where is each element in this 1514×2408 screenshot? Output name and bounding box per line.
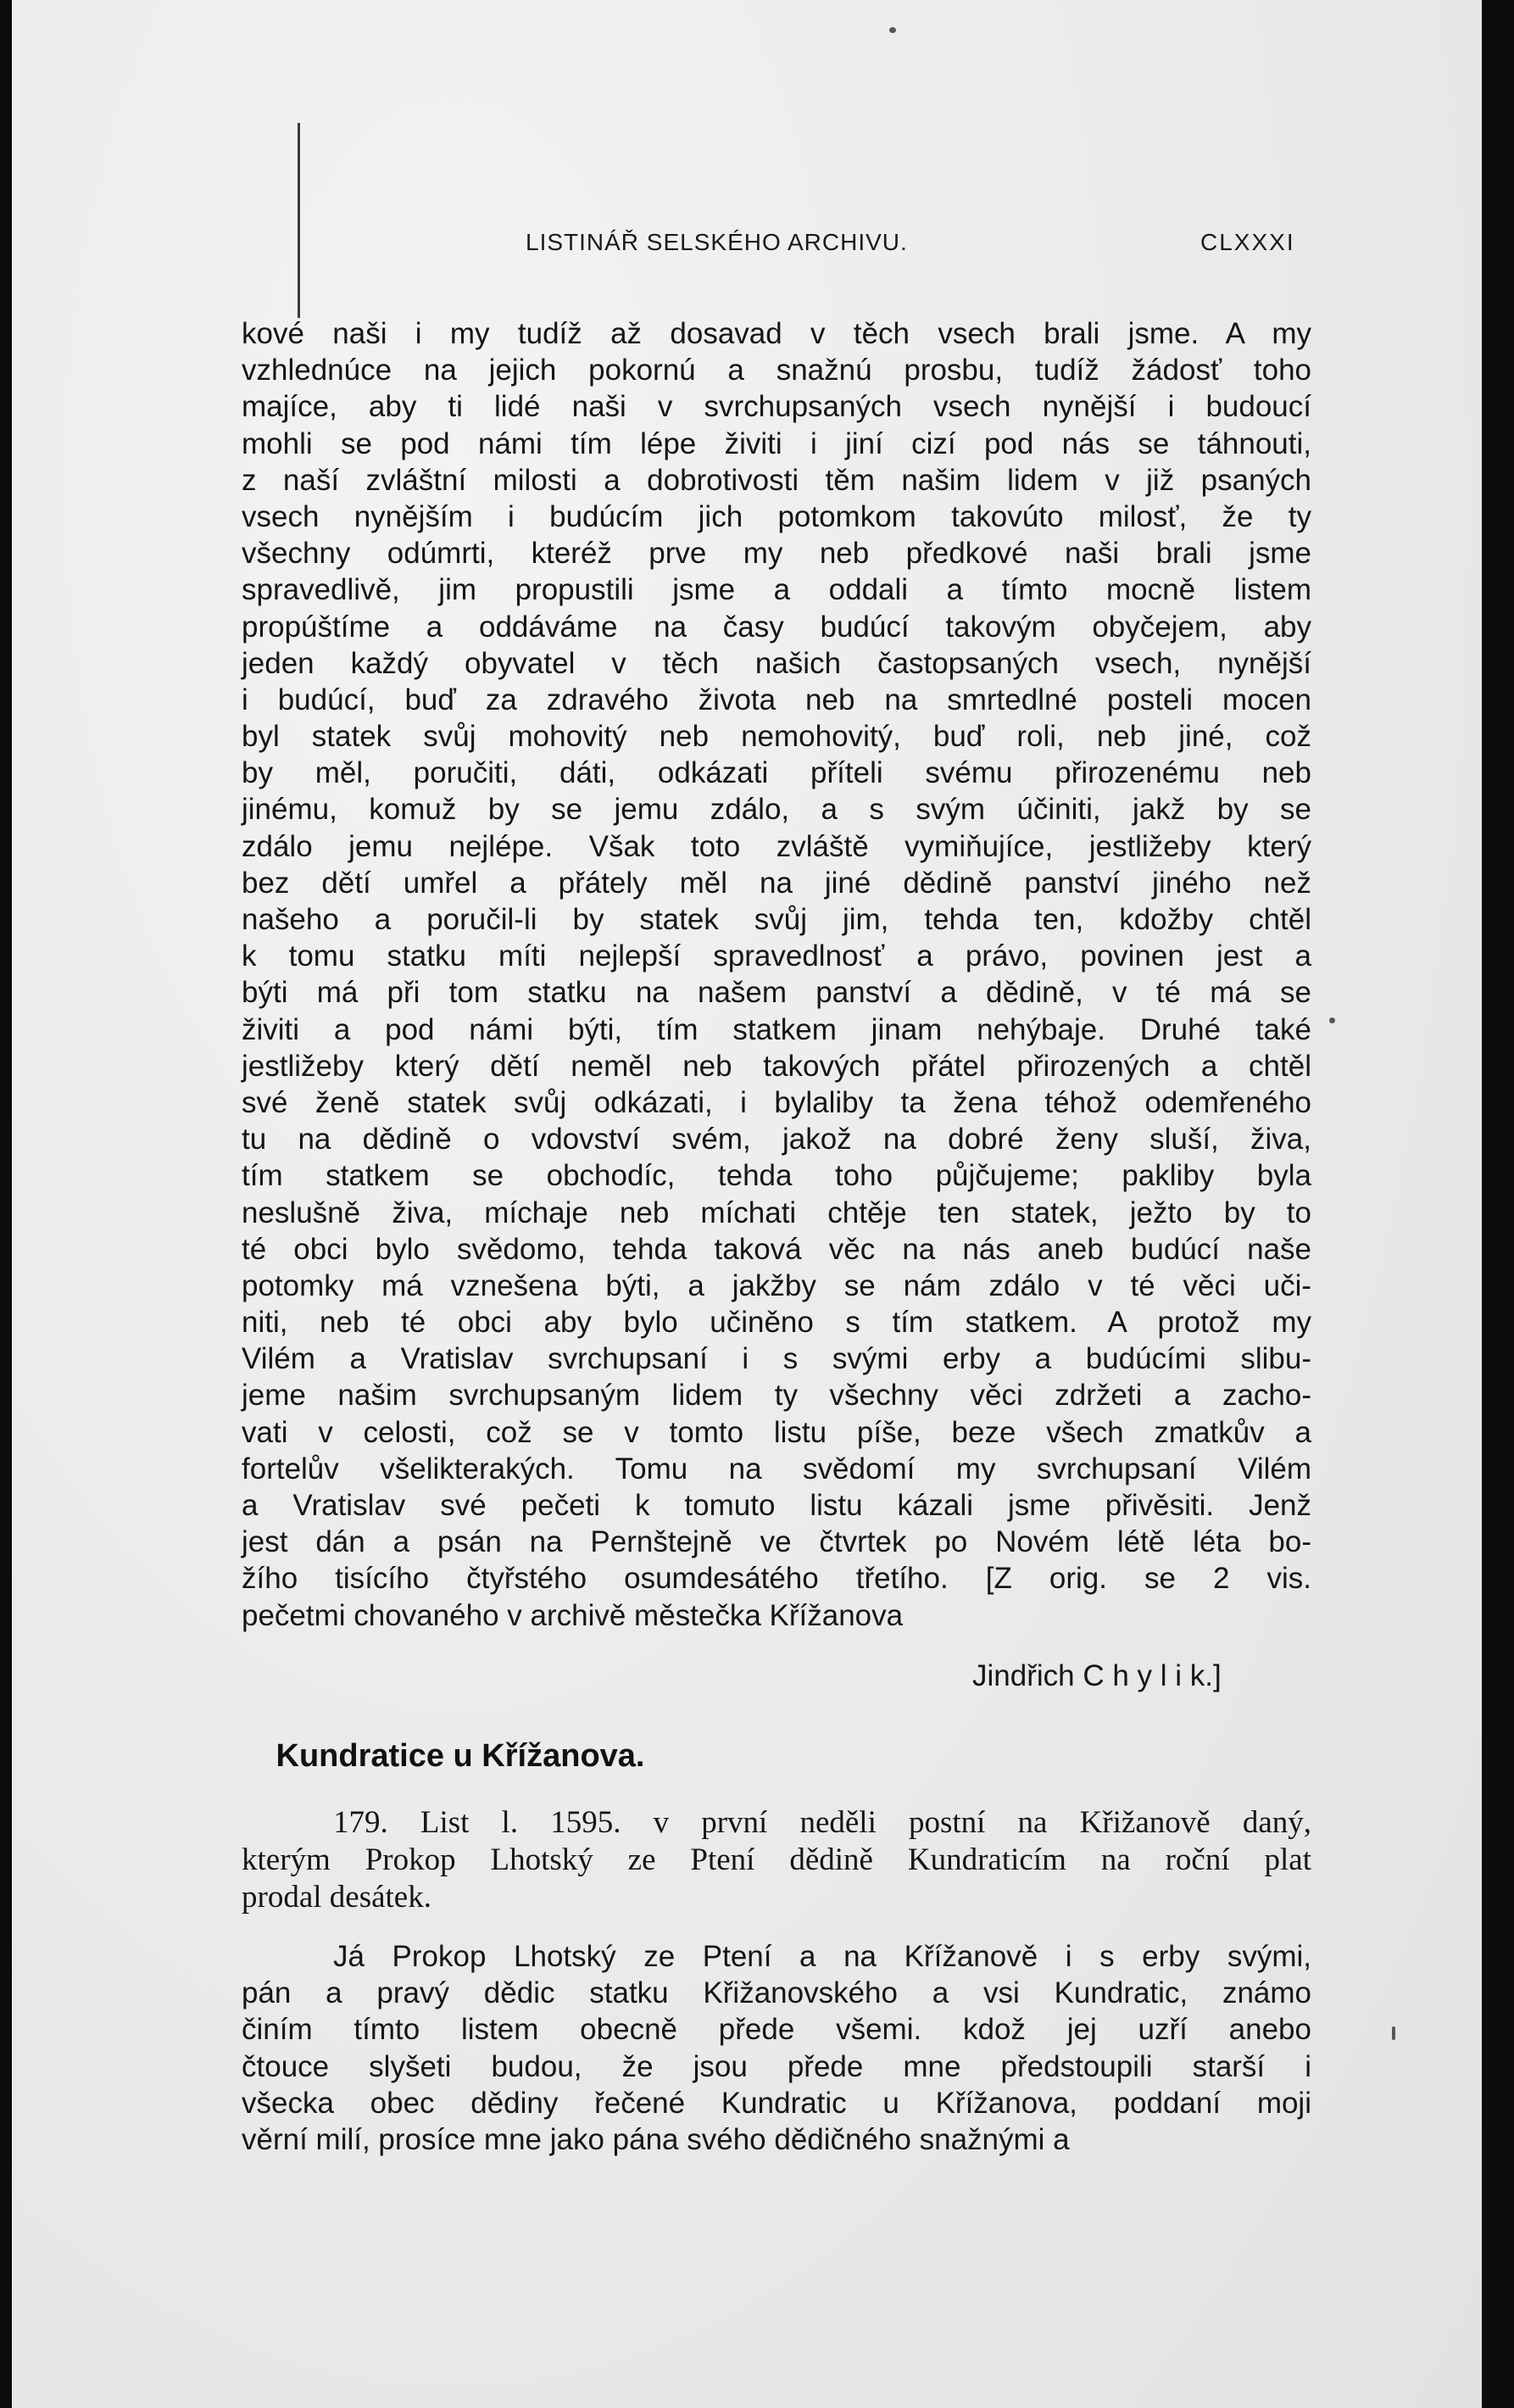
text-line: spravedlivě, jim propustili jsme a oddali a tímto mocně listem xyxy=(242,573,1311,607)
running-head: LISTINÁŘ SELSKÉHO ARCHIVU. xyxy=(526,229,908,255)
text-line: jinému, komuž by se jemu zdálo, a s svým účiniti, jakž by se xyxy=(242,793,1311,827)
text-line: a Vratislav své pečeti k tomuto listu kázali jsme přivěsiti. Jenž xyxy=(242,1489,1311,1522)
text-line: tu na dědině o vdovství svém, jakož na dobré ženy sluší, živa, xyxy=(242,1123,1311,1157)
text-line: potomky má vznešena býti, a jakžby se nám zdálo v té věci uči- xyxy=(242,1268,1311,1302)
text-line: vzhlednúce na jejich pokornú a snažnú prosbu, tudíž žádosť toho xyxy=(242,354,1311,387)
text-line: jest dán a psán na Pernštejně ve čtvrtek po Novém létě léta bo- xyxy=(242,1525,1311,1559)
text-line: jeme našim svrchupsaným lidem ty všechny věci zdržeti a zacho- xyxy=(242,1379,1311,1413)
text-line: živiti a pod námi býti, tím statkem jinam nehýbaje. Druhé také xyxy=(242,1012,1311,1046)
section-heading xyxy=(0,1738,1226,1775)
body-paragraph xyxy=(242,315,1311,1634)
document-regest xyxy=(242,1804,1311,1916)
text-line: z naší zvláštní milosti a dobrotivosti těm našim lidem v již psaných xyxy=(242,463,1311,497)
scan-speck xyxy=(889,27,896,33)
text-line: Vilém a Vratislav svrchupsaní i s svými erby a budúcími slibu- xyxy=(242,1342,1311,1376)
text-line: majíce, aby ti lidé naši v svrchupsaných vsech nynější i budoucí xyxy=(242,390,1311,424)
text-line: býti má při tom statku na našem panství a dědině, v té má se xyxy=(242,976,1311,1010)
text-line: zdálo jemu nejlépe. Však toto zvláště vymiňujíce, jestližeby který xyxy=(242,829,1311,863)
scan-speck xyxy=(1329,1017,1335,1023)
text-line: by měl, poručiti, dáti, odkázati příteli svému přirozenému neb xyxy=(242,756,1311,790)
text-line: jestližeby který dětí neměl neb takových přátel přirozených a chtěl xyxy=(242,1049,1311,1083)
document-text xyxy=(242,1938,1311,2158)
text-line: Já Prokop Lhotský ze Ptení a na Křížanově i s erby svými, xyxy=(333,1940,1311,1973)
text-line: prodal desátek. xyxy=(242,1880,431,1915)
text-line: k tomu statku míti nejlepší spravedlnosť a právo, povinen jest a xyxy=(242,939,1311,973)
text-line: propúštíme a oddáváme na časy budúcí takovým obyčejem, aby xyxy=(242,610,1311,644)
text-line: jeden každý obyvatel v těch našich častopsaných vsech, nynější xyxy=(242,646,1311,680)
text-line: své ženě statek svůj odkázati, i bylaliby ta žena téhož odemřeného xyxy=(242,1085,1311,1119)
text-line: mohli se pod námi tím lépe živiti i jiní cizí pod nás se táhnouti, xyxy=(242,426,1311,460)
scan-margin-line xyxy=(298,123,300,318)
text-line: tím statkem se obchodíc, tehda toho půjčujeme; pakliby byla xyxy=(242,1159,1311,1193)
section-heading-text: Kundratice u Křížanova. xyxy=(276,1738,645,1774)
text-line: byl statek svůj mohovitý neb nemohovitý, buď roli, neb jiné, což xyxy=(242,720,1311,754)
text-line: 179. List l. 1595. v první neděli postní na Křižanově daný, xyxy=(333,1805,1311,1840)
text-line: vati v celosti, což se v tomto listu píše, beze všech zmatkův a xyxy=(242,1415,1311,1449)
text-line: i budúcí, buď za zdravého života neb na smrtedlné posteli mocen xyxy=(242,683,1311,716)
text-line: žího tisícího čtyřstého osumdesátého třetího. [Z orig. se 2 vis. xyxy=(242,1562,1311,1596)
editor-signature: Jindřich C h y l i k.] xyxy=(972,1659,1222,1692)
text-line: té obci bylo svědomo, tehda taková věc na nás aneb budúcí naše xyxy=(242,1232,1311,1266)
text-line: pán a pravý dědic statku Křižanovského a vsi Kundratic, známo xyxy=(242,1976,1311,2010)
text-line: kové naši i my tudíž až dosavad v těch vsech brali jsme. A my xyxy=(242,317,1311,350)
text-line: všecka obec dědiny řečené Kundratic u Křížanova, poddaní moji xyxy=(242,2086,1311,2120)
text-line: fortelův všelikterakých. Tomu na svědomí my svrchupsaní Vilém xyxy=(242,1452,1311,1485)
text-line: pečetmi chovaného v archivě městečka Křížanova xyxy=(242,1598,904,1632)
text-line: čtouce slyšeti budou, že jsou přede mne předstoupili starší i xyxy=(242,2049,1311,2083)
page-number: CLXXXI xyxy=(1200,229,1295,255)
scan-speck xyxy=(1392,2026,1395,2040)
text-line: všechny odúmrti, kteréž prve my neb předkové naši brali jsme xyxy=(242,537,1311,571)
text-line: činím tímto listem obecně přede všemi. kdož jej uzří anebo xyxy=(242,2013,1311,2047)
text-line: našeho a poručil-li by statek svůj jim, tehda ten, kdožby chtěl xyxy=(242,903,1311,936)
text-line: neslušně živa, míchaje neb míchati chtěje ten statek, ježto by to xyxy=(242,1196,1311,1229)
text-line: niti, neb té obci aby bylo učiněno s tím statkem. A protož my xyxy=(242,1306,1311,1340)
text-line: bez dětí umřel a přátely měl na jiné dědině panství jiného než xyxy=(242,866,1311,900)
text-line: vsech nynějším i budúcím jich potomkom takovúto milosť, že ty xyxy=(242,499,1311,533)
text-line: kterým Prokop Lhotský ze Ptení dědině Kundraticím na roční plat xyxy=(242,1842,1311,1877)
text-line: věrní milí, prosíce mne jako pána svého dědičného snažnými a xyxy=(242,2122,1070,2156)
